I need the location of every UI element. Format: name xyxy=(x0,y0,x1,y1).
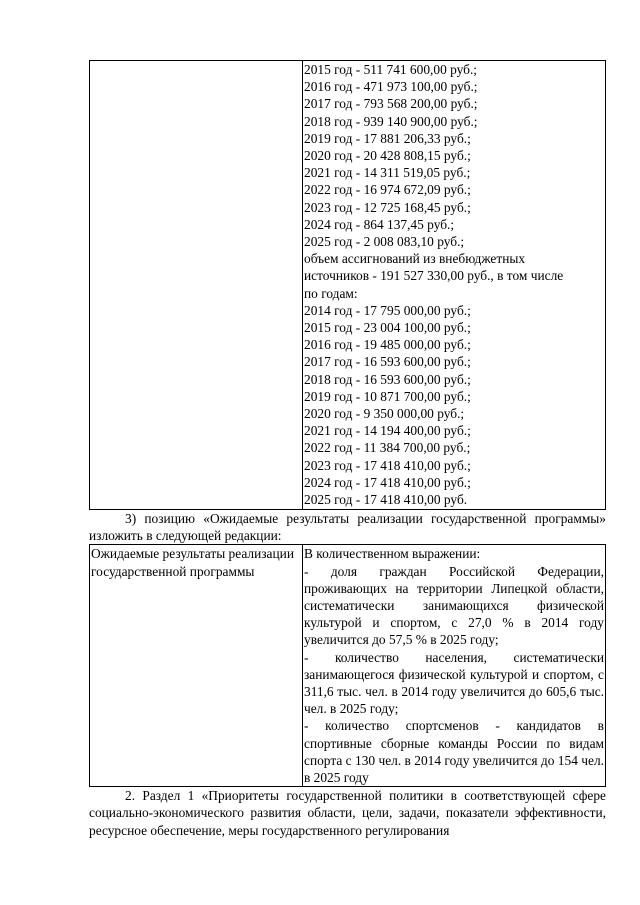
financing-line: 2022 год - 11 384 700,00 руб.; xyxy=(304,440,471,456)
financing-line: 2016 год - 471 973 100,00 руб.; xyxy=(304,79,478,95)
amendment-paragraph: 3) позицию «Ожидаемые результаты реализации государственной программы» изложить в следующей редакции: xyxy=(89,511,606,544)
expected-result-item: - количество спортсменов - кандидатов в спортивные сборные команды России по видам спорта с 130 чел. в 2014 году увеличится до 154 чел. в 2025 году xyxy=(304,718,604,786)
financing-line: 2017 год - 793 568 200,00 руб.; xyxy=(304,96,478,112)
financing-line: 2024 год - 864 137,45 руб.; xyxy=(304,216,455,232)
financing-lines-cell xyxy=(303,61,606,510)
financing-line: 2014 год - 17 795 000,00 руб.; xyxy=(304,302,471,318)
expected-result-item: - доля граждан Российской Федерации, проживающих на территории Липецкой области, систематически занимающихся физической культурой и спортом, с 27,0 % в 2014 году увеличится до 57,5 % в 2025 году; xyxy=(304,563,604,648)
financing-line: 2015 год - 511 741 600,00 руб.; xyxy=(304,62,478,77)
expected-result-item: - количество населения, систематически занимающегося физической культурой и спортом, с 311,6 тыс. чел. в 2014 году увеличится до 605,6 тыс. чел. в 2025 году; xyxy=(304,649,604,717)
document-page xyxy=(89,60,606,839)
financing-line: 2017 год - 16 593 600,00 руб.; xyxy=(304,354,471,370)
financing-line: 2023 год - 12 725 168,45 руб.; xyxy=(304,199,471,215)
financing-line: 2016 год - 19 485 000,00 руб.; xyxy=(304,337,471,353)
expected-results-label: Ожидаемые результаты реализации государственной программы xyxy=(91,546,294,579)
table-row xyxy=(90,61,606,510)
financing-line: 2019 год - 17 881 206,33 руб.; xyxy=(304,130,471,146)
financing-line: 2018 год - 16 593 600,00 руб.; xyxy=(304,371,471,387)
financing-line: 2021 год - 14 311 519,05 руб.; xyxy=(304,165,471,181)
financing-line: 2021 год - 14 194 400,00 руб.; xyxy=(304,423,471,439)
financing-line: 2024 год - 17 418 410,00 руб.; xyxy=(304,474,471,490)
financing-line: источников - 191 527 330,00 руб., в том числе xyxy=(304,268,564,284)
table-cell-left-empty xyxy=(90,61,303,510)
table-row xyxy=(90,545,606,787)
financing-line: объем ассигнований из внебюджетных xyxy=(304,251,526,267)
financing-line: 2023 год - 17 418 410,00 руб.; xyxy=(304,457,471,473)
expected-results-label-cell xyxy=(90,545,303,787)
financing-table xyxy=(89,60,606,510)
financing-line: 2022 год - 16 974 672,09 руб.; xyxy=(304,182,471,198)
expected-results-heading: В количественном выражении: xyxy=(304,546,481,562)
financing-line: 2025 год - 17 418 410,00 руб. xyxy=(304,492,468,508)
financing-line: 2015 год - 23 004 100,00 руб.; xyxy=(304,320,471,336)
expected-results-cell xyxy=(303,545,606,787)
section-paragraph: 2. Раздел 1 «Приоритеты государственной политики в соответствующей сфере социально-экономического развития области, цели, задачи, показатели эффективности, ресурсное обеспечение, меры государственного регулирования xyxy=(89,788,606,838)
expected-results-table xyxy=(89,544,606,787)
financing-line: по годам: xyxy=(304,285,358,301)
financing-line: 2020 год - 20 428 808,15 руб.; xyxy=(304,148,471,164)
financing-line: 2020 год - 9 350 000,00 руб.; xyxy=(304,406,465,422)
financing-line: 2019 год - 10 871 700,00 руб.; xyxy=(304,388,471,404)
financing-line: 2025 год - 2 008 083,10 руб.; xyxy=(304,234,465,250)
financing-line: 2018 год - 939 140 900,00 руб.; xyxy=(304,113,478,129)
